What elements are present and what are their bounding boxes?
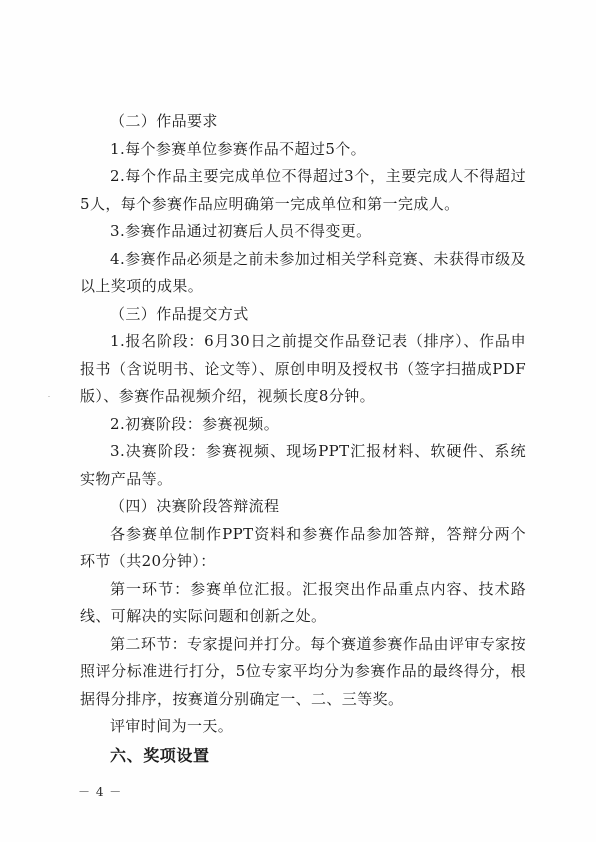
subheading-work-requirements: （二）作品要求 xyxy=(110,112,218,130)
subheading-defense-process: （四）决赛阶段答辩流程 xyxy=(110,497,280,515)
paragraph-defense-intro: 各参赛单位制作PPT资料和参赛作品参加答辩，答辩分两个环节（共20分钟）： xyxy=(80,524,526,570)
paragraph-item-1: 1.每个参赛单位参赛作品不超过5个。 xyxy=(110,139,367,158)
section-heading-awards: 六、奖项设置 xyxy=(110,745,210,765)
paragraph-item-4: 4.参赛作品必须是之前未参加过相关学科竞赛、未获得市级及以上奖项的成果。 xyxy=(80,249,526,295)
paragraph-item-2: 2.每个作品主要完成单位不得超过3个，主要完成人不得超过5人，每个参赛作品应明确第一完成单位和第一完成人。 xyxy=(80,167,526,213)
paragraph-second-session: 第二环节：专家提问并打分。每个赛道参赛作品由评审专家按照评分标准进行打分，5位专家平均分为参赛作品的最终得分，根据得分排序，按赛道分别确定一、二、三等奖。 xyxy=(80,634,526,708)
paragraph-item-3: 3.参赛作品通过初赛后人员不得变更。 xyxy=(110,222,372,240)
scan-speck xyxy=(48,396,50,397)
paragraph-first-session: 第一环节：参赛单位汇报。汇报突出作品重点内容、技术路线、可解决的实际问题和创新之处。 xyxy=(80,579,526,625)
subheading-submission-method: （三）作品提交方式 xyxy=(110,304,249,323)
page-number: － 4 － xyxy=(78,785,123,799)
paragraph-final-stage: 3.决赛阶段：参赛视频、现场PPT汇报材料、软硬件、系统实物产品等。 xyxy=(80,442,526,488)
paragraph-preliminary-stage: 2.初赛阶段：参赛视频。 xyxy=(110,414,280,433)
document-body xyxy=(80,108,526,771)
paragraph-registration-stage: 1.报名阶段：6月30日之前提交作品登记表（排序）、作品申报书（含说明书、论文等）、原创申明及授权书（签字扫描成PDF版）、参赛作品视频介绍，视频长度8分钟。 xyxy=(80,332,526,405)
paragraph-review-time: 评审时间为一天。 xyxy=(110,717,234,735)
